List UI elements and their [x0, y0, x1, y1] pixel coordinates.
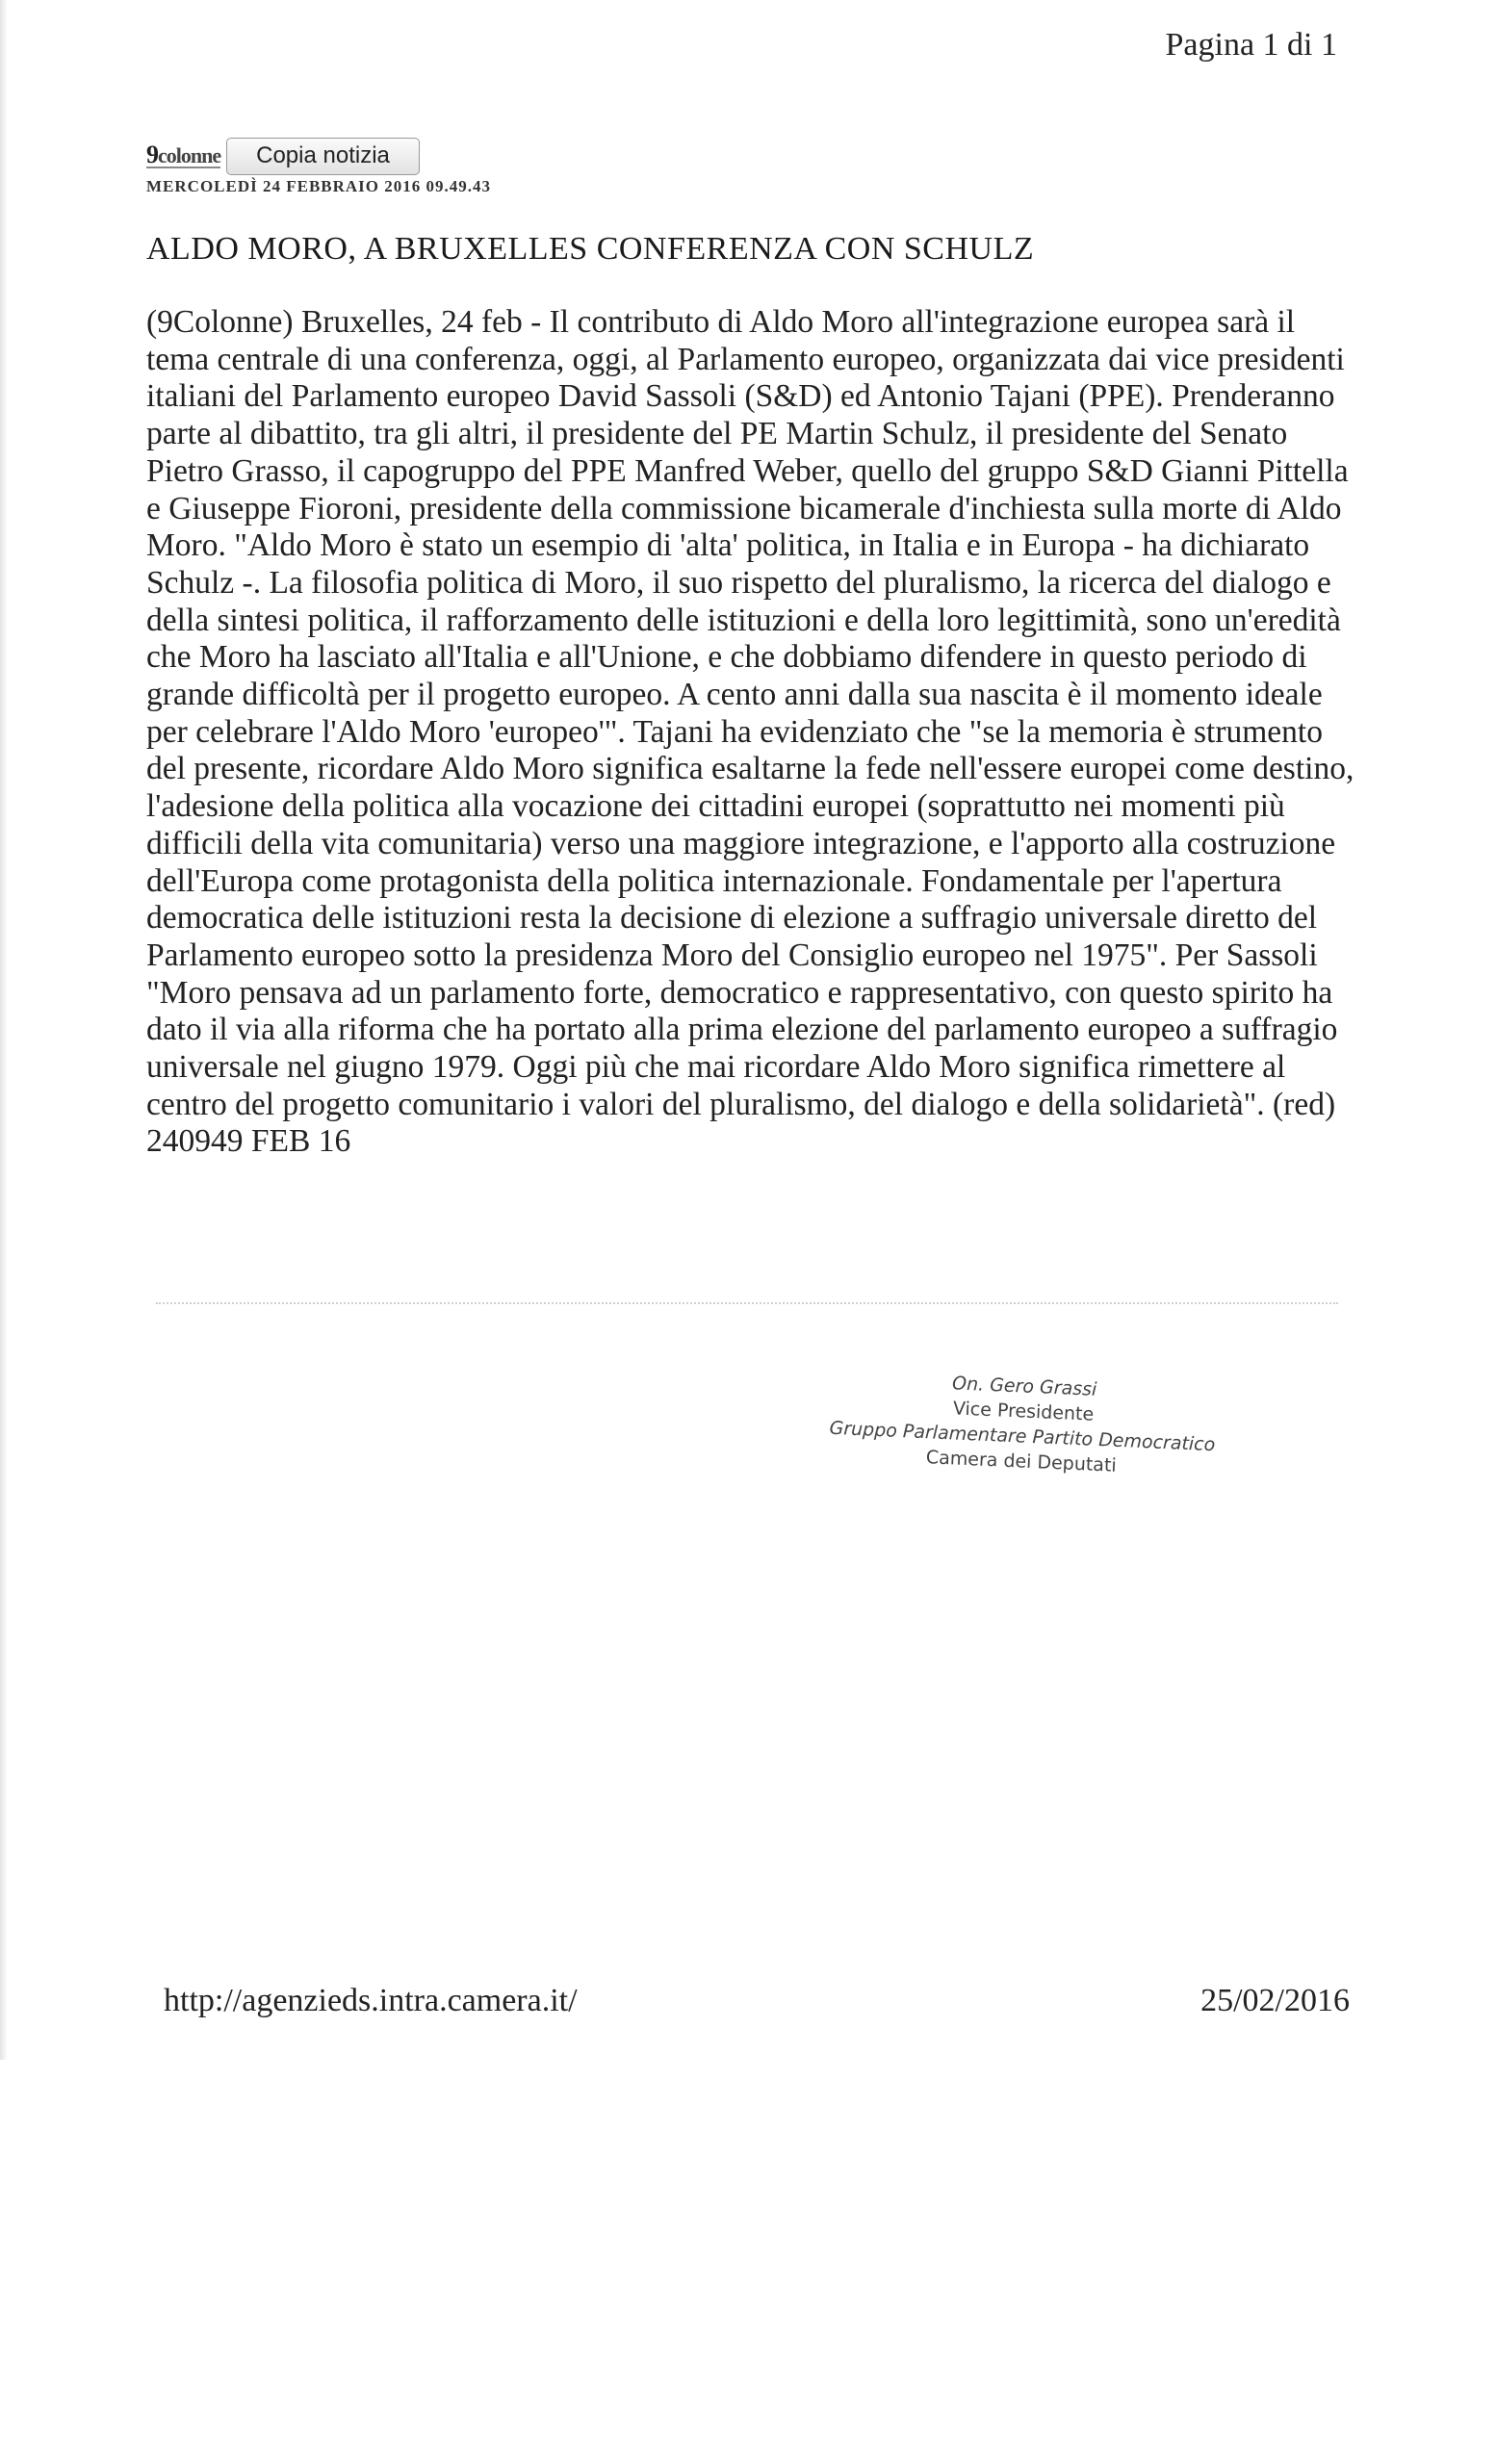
footer-url: http://agenzieds.intra.camera.it/: [164, 1983, 578, 2018]
dateline: MERCOLEDÌ 24 FEBBRAIO 2016 09.49.43: [146, 177, 492, 195]
agency-logo: [146, 140, 221, 168]
footer-date: 25/02/2016: [1200, 1983, 1350, 2018]
page-number: Pagina 1 di 1: [1165, 27, 1337, 63]
agency-header: [146, 138, 420, 174]
scan-edge-shadow: [0, 0, 8, 2060]
separator-line: [156, 1302, 1338, 1304]
signature-group: Gruppo Parlamentare Partito Democratico: [829, 1417, 1216, 1456]
signature-stamp: [809, 1365, 1236, 1483]
copy-news-button[interactable]: Copia notizia: [226, 138, 420, 175]
signature-role: Vice Presidente: [952, 1398, 1095, 1425]
signature-institution: Camera dei Deputati: [925, 1447, 1118, 1476]
article-headline: ALDO MORO, A BRUXELLES CONFERENZA CON SCHULZ: [146, 231, 1035, 267]
agency-logo-text: colonne: [158, 142, 221, 167]
article-body: (9Colonne) Bruxelles, 24 feb - Il contributo di Aldo Moro all'integrazione europea sarà il tema centrale di una conferenza, oggi, al Parlamento europeo, organizzata dai vice presidenti italiani del Parlamento europeo David Sassoli (S&D) ed Antonio Tajani (PPE). Prenderanno parte al dibattito, tra gli altri, il presidente del PE Martin Schulz, il presidente del Senato Pietro Grasso, il capogruppo del PPE Manfred Weber, quello del gruppo S&D Gianni Pittella e Giuseppe Fioroni, presidente della commissione bicamerale d'inchiesta sulla morte di Aldo Moro. "Aldo Moro è stato un esempio di 'alta' politica, in Italia e in Europa - ha dichiarato Schulz -. La filosofia politica di Moro, il suo rispetto del pluralismo, la ricerca del dialogo e della sintesi politica, il rafforzamento delle istituzioni e della loro legittimità, sono un'eredità che Moro ha lasciato all'Italia e all'Unione, e che dobbiamo difendere in questo periodo di grande difficoltà per il progetto europeo. A cento anni dalla sua nascita è il momento ideale per celebrare l'Aldo Moro 'europeo'". Tajani ha evidenziato che "se la memoria è strumento del presente, ricordare Aldo Moro significa esaltarne la fede nell'essere europei come destino, l'adesione della politica alla vocazione dei cittadini europei (soprattutto nei momenti più difficili della vita comunitaria) verso una maggiore integrazione, e l'apporto alla costruzione dell'Europa come protagonista della politica internazionale. Fondamentale per l'apertura democratica delle istituzioni resta la decisione di elezione a suffragio universale diretto del Parlamento europeo sotto la presidenza Moro del Consiglio europeo nel 1975". Per Sassoli "Moro pensava ad un parlamento forte, democratico e rappresentativo, con questo spirito ha dato il via alla riforma che ha portato alla prima elezione del parlamento europeo a suffragio universale nel giugno 1979. Oggi più che mai ricordare Aldo Moro significa rimettere al centro del progetto comunitario i valori del pluralismo, del dialogo e della solidarietà". (red) 240949 FEB 16: [146, 304, 1354, 1160]
signature-name: On. Gero Grassi: [951, 1373, 1097, 1400]
agency-logo-digit: 9: [146, 140, 158, 168]
